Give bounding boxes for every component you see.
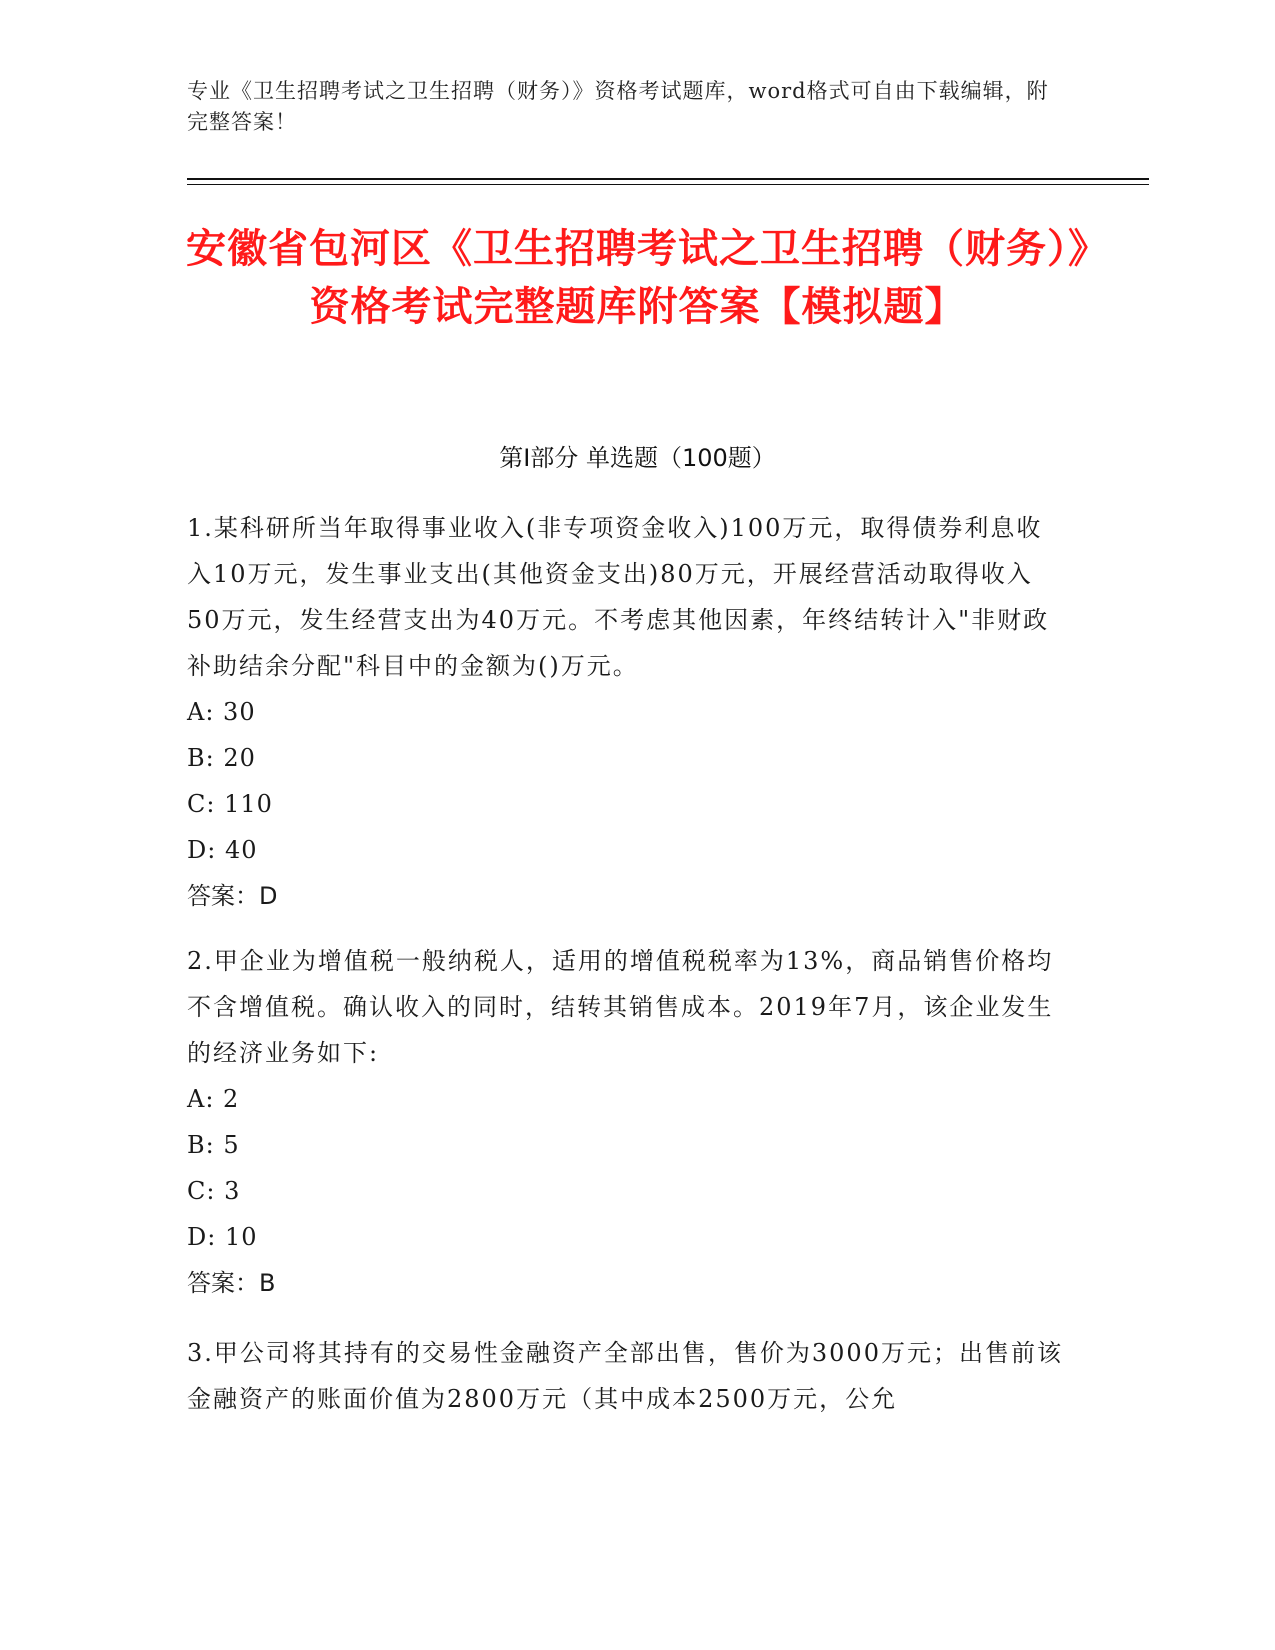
question-2 [187, 938, 1067, 1306]
question-stem: 3.甲公司将其持有的交易性金融资产全部出售，售价为3000万元；出售前该金融资产的账面价值为2800万元（其中成本2500万元，公允 [187, 1339, 1063, 1413]
question-stem: 2.甲企业为增值税一般纳税人，适用的增值税税率为13%，商品销售价格均不含增值税。确认收入的同时，结转其销售成本。2019年7月，该企业发生的经济业务如下: [187, 947, 1054, 1067]
header-divider-thin [187, 184, 1149, 185]
option-c: C: 110 [187, 790, 273, 818]
option-b: B: 5 [187, 1131, 240, 1159]
option-a: A: 30 [187, 698, 256, 726]
question-stem: 1.某科研所当年取得事业收入(非专项资金收入)100万元，取得债券利息收入10万元，发生事业支出(其他资金支出)80万元，开展经营活动取得收入50万元，发生经营支出为40万元。不考虑其他因素，年终结转计入"非财政补助结余分配"科目中的金额为()万元。 [187, 514, 1050, 680]
option-d: D: 10 [187, 1223, 258, 1251]
header-note: 专业《卫生招聘考试之卫生招聘（财务）》资格考试题库，word格式可自由下载编辑，附完整答案！ [187, 79, 1049, 134]
option-b: B: 20 [187, 744, 256, 772]
answer-line: 答案：D [187, 882, 278, 910]
question-1 [187, 505, 1067, 919]
option-d: D: 40 [187, 836, 258, 864]
answer-line: 答案：B [187, 1269, 276, 1297]
section-heading: 第I部分 单选题（100题） [499, 444, 776, 472]
option-a: A: 2 [187, 1085, 240, 1113]
question-3 [187, 1330, 1067, 1422]
document-title: 安徽省包河区《卫生招聘考试之卫生招聘（财务）》资格考试完整题库附答案【模拟题】 [186, 226, 1089, 330]
option-c: C: 3 [187, 1177, 241, 1205]
header-divider-thick [187, 178, 1149, 180]
